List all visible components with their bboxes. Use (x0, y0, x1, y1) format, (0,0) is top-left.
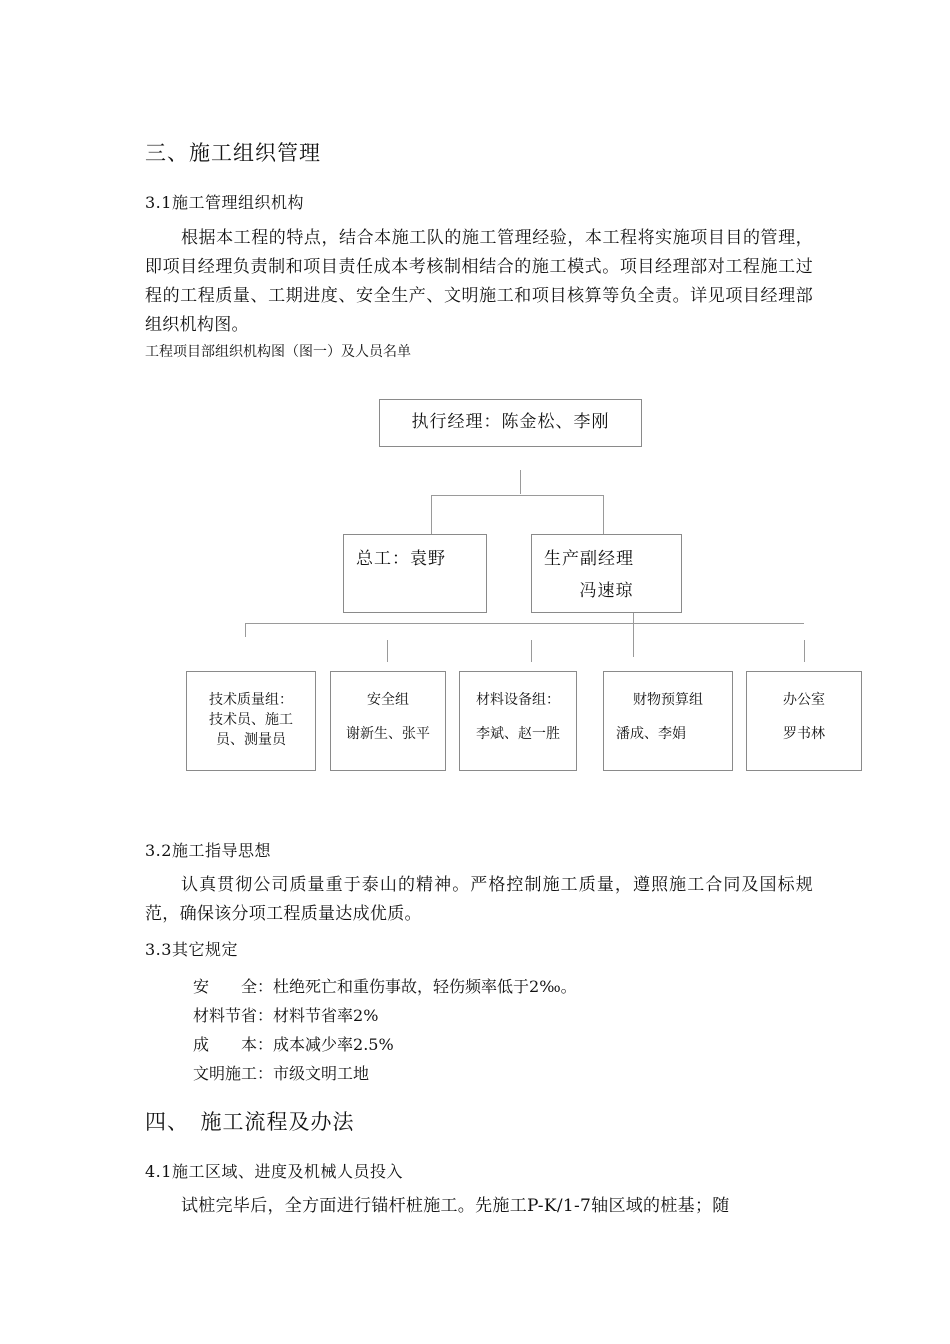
org-deputy-name: 冯速琼 (579, 581, 634, 601)
connector-groups-bar (245, 623, 804, 624)
org-group-5-title: 办公室 (783, 692, 825, 708)
figure-caption: 工程项目部组织机构图（图一）及人员名单 (145, 344, 411, 360)
org-top-box (379, 399, 642, 447)
org-top-label: 执行经理：陈金松、李刚 (411, 412, 610, 432)
org-group-1-title: 技术质量组： (209, 692, 293, 708)
connector-group-5 (804, 640, 805, 662)
org-group-1-members: 技术员、施工员、测量员 (209, 712, 293, 748)
rule-cost-value: 成本减少率2.5% (273, 1035, 394, 1054)
rule-material-value: 材料节省率2% (273, 1006, 379, 1025)
org-group-box-5 (746, 671, 862, 771)
connector-group-1 (245, 623, 246, 637)
rule-material (193, 1003, 378, 1026)
connector-group-2 (387, 640, 388, 662)
org-group-4-title: 财物预算组 (633, 692, 703, 708)
section-4-1-title: 4.1施工区域、进度及机械人员投入 (145, 1162, 403, 1181)
rule-safety (193, 974, 577, 997)
org-group-box-4 (603, 671, 733, 771)
rule-material-label: 材料节省： (193, 1006, 274, 1025)
connector-deputy-down (633, 613, 634, 657)
section-3-2-paragraph: 认真贯彻公司质量重于泰山的精神。严格控制施工质量，遵照施工合同及国标规范，确保该分项工程质量达成优质。 (145, 875, 813, 924)
rule-civilized-label: 文明施工： (193, 1064, 274, 1083)
connector-chief (431, 495, 432, 534)
connector-level2-bar (431, 495, 604, 496)
section-3-3-title: 3.3其它规定 (145, 940, 238, 959)
rule-safety-label: 安 全： (193, 977, 274, 996)
rule-cost-label: 成 本： (193, 1035, 274, 1054)
connector-deputy (603, 495, 604, 534)
org-group-box-1 (186, 671, 316, 771)
org-deputy-title: 生产副经理 (544, 549, 634, 569)
org-group-2-title: 安全组 (367, 692, 409, 708)
org-group-box-3 (459, 671, 577, 771)
section-3-title: 三、施工组织管理 (145, 141, 321, 165)
rule-civilized-value: 市级文明工地 (273, 1064, 370, 1083)
section-4-title: 四、 施工流程及办法 (145, 1110, 355, 1134)
connector-group-3 (531, 640, 532, 662)
org-deputy-box (531, 534, 682, 613)
section-4-1-paragraph: 试桩完毕后，全方面进行锚杆桩施工。先施工P-K/1-7轴区域的桩基；随 (181, 1196, 730, 1216)
rule-safety-value: 杜绝死亡和重伤事故，轻伤频率低于2‰。 (273, 977, 577, 996)
section-3-2-title: 3.2施工指导思想 (145, 841, 271, 860)
org-group-3-members: 李斌、赵一胜 (476, 726, 560, 742)
org-chief-box (343, 534, 487, 613)
org-group-box-2 (330, 671, 446, 771)
org-group-2-members: 谢新生、张平 (346, 726, 430, 742)
connector-top (520, 470, 521, 494)
org-group-5-members: 罗书林 (783, 726, 825, 742)
section-3-1-title: 3.1施工管理组织机构 (145, 193, 304, 212)
org-group-3-title: 材料设备组： (476, 692, 560, 708)
rule-cost (193, 1032, 394, 1055)
rule-civilized (193, 1061, 369, 1084)
org-chief-label: 总工：袁野 (356, 549, 446, 569)
org-group-4-members: 潘成、李娟 (616, 726, 686, 742)
section-3-1-paragraph: 根据本工程的特点，结合本施工队的施工管理经验，本工程将实施项目目的管理，即项目经理负责制和项目责任成本考核制相结合的施工模式。项目经理部对工程施工过程的工程质量、工期进度、安全生产、文明施工和项目核算等负全责。详见项目经理部组织机构图。 (145, 228, 813, 335)
